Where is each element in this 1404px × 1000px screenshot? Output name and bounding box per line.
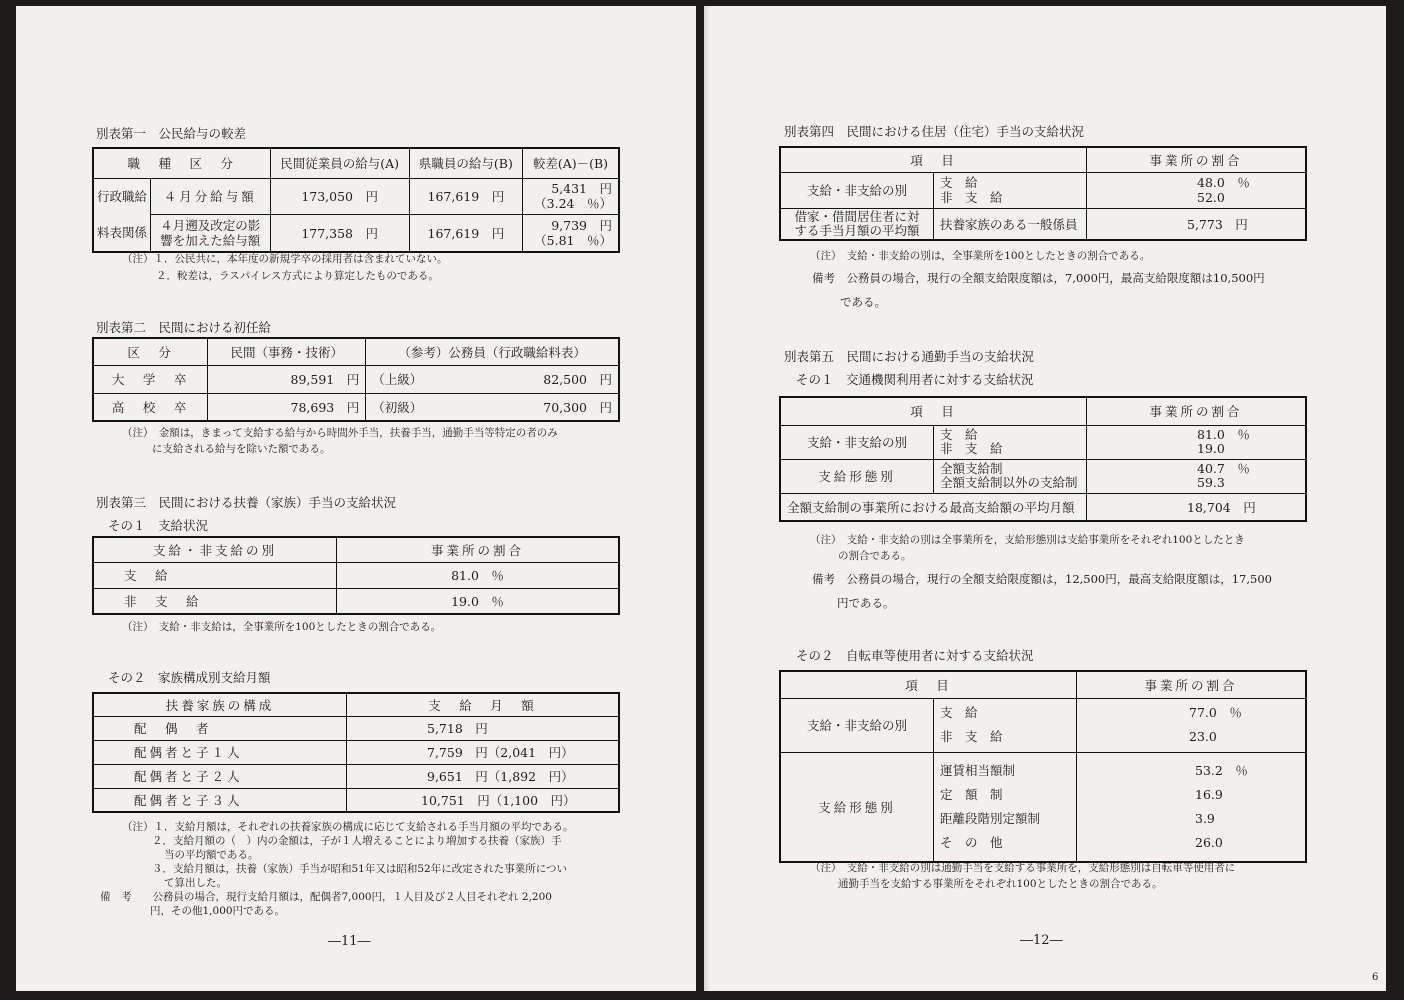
table3-2-cell: 配偶者と子１人	[93, 740, 347, 764]
table5-2-note: 通勤手当を支給する事業所をそれぞれ100としたときの割合である。	[838, 878, 1163, 890]
table4-note: （注） 支給・非支給の別は，全事業所を100としたときの割合である。	[810, 250, 1151, 262]
table1-note: ２．較差は，ラスパイレス方式により算定したものである。	[156, 270, 439, 282]
table3-cell: 81.0 ％	[337, 562, 620, 588]
corner-mark: 6	[1372, 972, 1379, 983]
gutter-shadow	[704, 6, 710, 991]
left-page	[16, 6, 696, 991]
table4-row-label: 借家・借間居住者に対 する手当月額の平均額	[780, 208, 934, 240]
table3-note: （注） 支給・非支給は，全事業所を100としたときの割合である。	[122, 621, 442, 633]
table3-1	[92, 536, 620, 615]
table1-header: 県職員の給与(B)	[409, 148, 522, 178]
table5-sub1: その１ 交通機関利用者に対する支給状況	[796, 372, 1034, 387]
table4-sub: 支 給 非 支 給	[934, 172, 1087, 208]
table5-remark: 備考 公務員の場合，現行の全額支給限度額は，12,500円，最高支給限度額は，17,500	[812, 572, 1272, 586]
table5-2-header: 項 目	[780, 671, 1077, 698]
table3-2-cell: 10,751 円（1,100 円）	[347, 788, 620, 812]
table3-sub2: その２ 家族構成別支給月額	[108, 670, 271, 685]
table1-header: 較差(A)－(B)	[522, 148, 619, 178]
table5-2-sub: 支 給 非 支 給	[934, 698, 1077, 752]
table3-2-note: て算出した。	[164, 877, 227, 889]
table5-cell: 40.7 ％ 59.3	[1087, 459, 1307, 493]
table3-2-cell: 7,759 円（2,041 円）	[347, 740, 620, 764]
table2-cell: 高 校 卒	[93, 393, 208, 421]
table5-2	[779, 670, 1307, 863]
table4-header: 項 目	[780, 147, 1087, 172]
table5-2-cell: 77.0 ％ 23.0	[1077, 698, 1307, 752]
table3-cell: 支 給	[93, 562, 337, 588]
table2-header: 区 分	[93, 338, 208, 365]
table3-header: 支給・非支給の別	[93, 537, 337, 562]
table5-sub: 支 給 非 支 給	[934, 425, 1087, 459]
table2-cell: 70,300 円	[475, 393, 619, 421]
table1-title: 別表第一 公民給与の較差	[96, 126, 247, 141]
table1-note: （注）１．公民共に，本年度の新規学卒の採用者は含まれていない。	[122, 253, 448, 265]
table3-2-note: （注）１．支給月額は，それぞれの扶養家族の構成に応じて支給される手当月額の平均である。	[122, 821, 574, 833]
table4-remark: 備考 公務員の場合，現行の全額支給限度額は，7,000円，最高支給限度額は10,500円	[812, 271, 1265, 285]
table2-cell: 大 学 卒	[93, 365, 208, 393]
table3-header: 事業所の割合	[337, 537, 620, 562]
table5-row-label: 全額支給制の事業所における最高支給額の平均月額	[780, 493, 1087, 521]
table3-2-cell: 配偶者と子３人	[93, 788, 347, 812]
table5-header: 項 目	[780, 397, 1087, 425]
table5-row-label: 支給形態別	[780, 459, 934, 493]
table2-cell: 78,693 円	[208, 393, 366, 421]
table1-row-label: ４月遡及改定の影 響を加えた給与額	[151, 215, 270, 252]
table3-2-note: ２．支給月額の（ ）内の金額は，子が１人増えることにより増加する扶養（家族）手	[152, 835, 562, 847]
table3-2-remark: 円，その他1,000円である。	[150, 905, 286, 917]
table2-header: 民間（事務・技術）	[208, 338, 366, 365]
table4-title: 別表第四 民間における住居（住宅）手当の支給状況	[784, 124, 1085, 139]
table5-2-note: （注） 支給・非支給の別は通勤手当を支給する事業所を，支給形態別は自転車等使用者に	[810, 862, 1236, 874]
table1-header: 職 種 区 分	[93, 148, 270, 178]
table1-header: 民間従業員の給与(A)	[270, 148, 409, 178]
table5-2-cell: 53.2 ％ 16.9 3.9 26.0	[1077, 752, 1307, 862]
table1-group-label: 行政職給 料表関係	[93, 178, 151, 252]
table3-cell: 19.0 ％	[337, 588, 620, 614]
table4-row-label: 支給・非支給の別	[780, 172, 934, 208]
table1-cell: 177,358 円	[270, 215, 409, 252]
table2-cell: 82,500 円	[475, 365, 619, 393]
table3-2-cell: 配 偶 者	[93, 716, 347, 740]
table5-remark: 円である。	[837, 596, 895, 610]
table3-2-cell: 9,651 円（1,892 円）	[347, 764, 620, 788]
table4-header: 事業所の割合	[1087, 147, 1307, 172]
table3-2-note: ３．支給月額は，扶養（家族）手当が昭和51年又は昭和52年に改定された事業所につい	[152, 863, 568, 875]
table1	[92, 147, 620, 253]
table4-sub: 扶養家族のある一般係員	[934, 208, 1087, 240]
table4-cell: 48.0 ％ 52.0	[1087, 172, 1307, 208]
table2-cell: 89,591 円	[208, 365, 366, 393]
table4	[779, 146, 1307, 241]
table5-2-row-label: 支給・非支給の別	[780, 698, 934, 752]
table3-title: 別表第三 民間における扶養（家族）手当の支給状況	[96, 495, 397, 510]
table1-cell: 9,739 円 （5.81 ％）	[522, 215, 619, 252]
table1-cell: 5,431 円 （3.24 ％）	[522, 178, 619, 215]
right-page	[704, 6, 1386, 991]
table4-cell: 5,773 円	[1087, 208, 1307, 240]
table2-cell: （初級）	[366, 393, 476, 421]
table1-cell: 167,619 円	[409, 178, 522, 215]
table5-2-row-label: 支給形態別	[780, 752, 934, 862]
table2-note: （注） 金額は，きまって支給する給与から時間外手当，扶養手当，通勤手当等特定の者のみ	[122, 427, 558, 439]
table5-cell: 81.0 ％ 19.0	[1087, 425, 1307, 459]
table5-1	[779, 396, 1307, 522]
table3-2-remark: 備 考 公務員の場合，現行支給月額は，配偶者7,000円，１人目及び２人目それぞれ 2,200	[100, 891, 552, 903]
table3-cell: 非 支 給	[93, 588, 337, 614]
table2	[92, 337, 620, 422]
table5-sub2: その２ 自転車等使用者に対する支給状況	[796, 648, 1034, 663]
table3-sub1: その１ 支給状況	[108, 518, 209, 533]
table3-2-cell: 5,718 円	[347, 716, 620, 740]
table2-cell: （上級）	[366, 365, 476, 393]
table5-note: （注） 支給・非支給の別は全事業所を，支給形態別は支給事業所をそれぞれ100としたとき	[810, 534, 1245, 546]
table2-note: に支給される給与を除いた額である。	[152, 443, 331, 455]
page-number: ―12―	[1020, 933, 1063, 948]
table2-title: 別表第二 民間における初任給	[96, 320, 272, 335]
table3-2-header: 支 給 月 額	[347, 693, 620, 716]
table5-2-sub: 運賃相当額制 定 額 制 距離段階別定額制 そ の 他	[934, 752, 1077, 862]
page-number: ―11―	[328, 934, 371, 949]
table3-2	[92, 692, 620, 813]
table3-2-header: 扶養家族の構成	[93, 693, 347, 716]
table2-header: （参考）公務員（行政職給料表）	[366, 338, 619, 365]
table5-cell: 18,704 円	[1087, 493, 1307, 521]
table1-cell: 173,050 円	[270, 178, 409, 215]
table5-note: の割合である。	[838, 550, 912, 562]
table5-header: 事業所の割合	[1087, 397, 1307, 425]
table5-sub: 全額支給制 全額支給制以外の支給制	[934, 459, 1087, 493]
table5-2-header: 事業所の割合	[1077, 671, 1307, 698]
table5-row-label: 支給・非支給の別	[780, 425, 934, 459]
table1-cell: 167,619 円	[409, 215, 522, 252]
table3-2-cell: 配偶者と子２人	[93, 764, 347, 788]
table3-2-note: 当の平均額である。	[164, 849, 259, 861]
table4-remark: である。	[840, 295, 886, 309]
table5-title: 別表第五 民間における通勤手当の支給状況	[784, 349, 1035, 364]
table1-row-label: ４月分給与額	[151, 178, 270, 215]
